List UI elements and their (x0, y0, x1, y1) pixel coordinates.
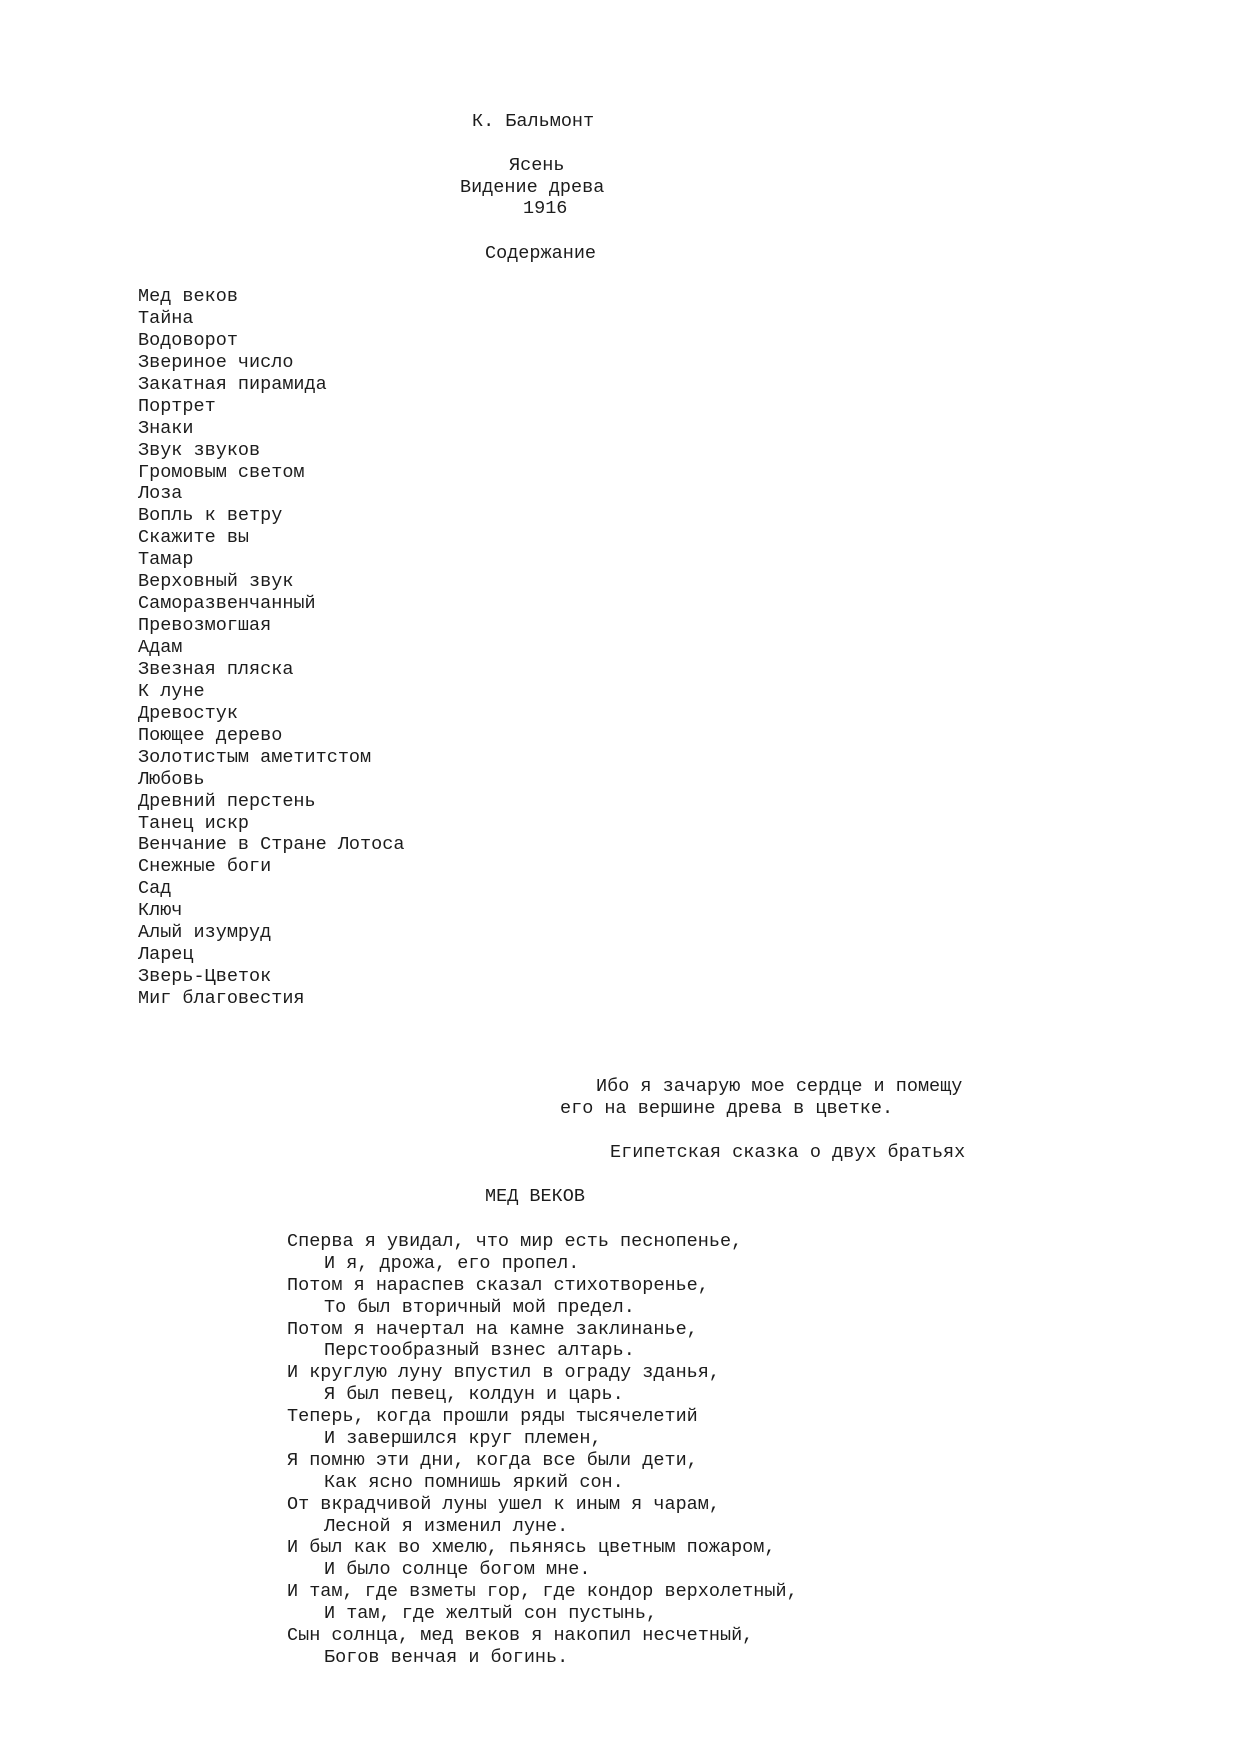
book-title: Ясень (509, 155, 565, 176)
epigraph-source: Египетская сказка о двух братьях (610, 1142, 966, 1163)
poem-line: Перстообразный взнес алтарь. (324, 1340, 635, 1362)
toc-item[interactable]: Зверь-Цветок (138, 966, 272, 988)
toc-item[interactable]: Звериное число (138, 351, 294, 373)
toc-item[interactable]: Танец искр (138, 812, 250, 834)
poem-line: И завершился круг племен, (324, 1428, 602, 1450)
poem-line: То был вторичный мой предел. (324, 1296, 635, 1318)
toc-item[interactable]: Водоворот (138, 329, 238, 351)
publication-year: 1916 (523, 198, 568, 219)
toc-item[interactable]: Мед веков (138, 286, 238, 307)
contents-heading: Содержание (485, 243, 597, 264)
toc-item[interactable]: Древний перстень (138, 790, 316, 812)
toc-item[interactable]: Снежные боги (138, 856, 272, 878)
toc-item[interactable]: Вопль к ветру (138, 505, 283, 527)
toc-item[interactable]: Тамар (138, 549, 194, 571)
toc-item[interactable]: Скажите вы (138, 527, 250, 549)
poem-line: Лесной я изменил луне. (324, 1515, 569, 1537)
poem-line: И там, где взметы гор, где кондор верхолетный, (287, 1581, 798, 1603)
toc-item[interactable]: Превозмогшая (138, 615, 272, 637)
poem-line: Сын солнца, мед веков я накопил несчетный, (287, 1625, 754, 1647)
poem-line: Сперва я увидал, что мир есть песнопенье, (287, 1231, 743, 1252)
toc-item[interactable]: Миг благовестия (138, 988, 305, 1009)
poem-line: Теперь, когда прошли ряды тысячелетий (287, 1406, 698, 1428)
toc-item[interactable]: Ключ (138, 900, 183, 922)
toc-item[interactable]: Громовым светом (138, 461, 305, 483)
poem-line: И круглую луну впустил в ограду зданья, (287, 1362, 720, 1384)
toc-item[interactable]: Тайна (138, 307, 194, 329)
toc-item[interactable]: Саморазвенчанный (138, 593, 316, 615)
toc-item[interactable]: Знаки (138, 417, 194, 439)
toc-item[interactable]: Верховный звук (138, 571, 294, 593)
poem-line: Я был певец, колдун и царь. (324, 1384, 624, 1406)
poem-line: И я, дрожа, его пропел. (324, 1252, 580, 1274)
toc-item[interactable]: Звук звуков (138, 439, 261, 461)
poem-line: Богов венчая и богинь. (324, 1646, 569, 1668)
toc-item[interactable]: Алый изумруд (138, 922, 272, 944)
toc-item[interactable]: Звезная пляска (138, 658, 294, 680)
book-subtitle: Видение древа (460, 177, 605, 198)
toc-item[interactable]: Сад (138, 878, 172, 900)
toc-item[interactable]: Поющее дерево (138, 724, 283, 746)
toc-item[interactable]: Портрет (138, 395, 216, 417)
toc-item[interactable]: Древостук (138, 702, 238, 724)
toc-item[interactable]: К луне (138, 680, 205, 702)
toc-item[interactable]: Венчание в Стране Лотоса (138, 834, 405, 856)
poem-line: От вкрадчивой луны ушел к иным я чарам, (287, 1493, 720, 1515)
table-of-contents (138, 286, 404, 1010)
poem-line: Я помню эти дни, когда все были дети, (287, 1449, 698, 1471)
toc-item[interactable]: Лоза (138, 483, 183, 505)
epigraph-line-1: Ибо я зачарую мое сердце и помещу (596, 1076, 963, 1097)
toc-item[interactable]: Золотистым аметитстом (138, 746, 372, 768)
poem-line: Потом я начертал на камне заклинанье, (287, 1318, 698, 1340)
toc-item[interactable]: Ларец (138, 944, 194, 966)
toc-item[interactable]: Адам (138, 637, 183, 658)
toc-item[interactable]: Закатная пирамида (138, 373, 327, 395)
toc-item[interactable]: Любовь (138, 768, 205, 790)
author-name: К. Бальмонт (472, 111, 595, 132)
poem-line: И там, где желтый сон пустынь, (324, 1603, 658, 1625)
poem-line: Как ясно помнишь яркий сон. (324, 1471, 624, 1493)
poem-body (287, 1231, 798, 1669)
poem-line: И было солнце богом мне. (324, 1559, 591, 1581)
poem-line: И был как во хмелю, пьянясь цветным пожаром, (287, 1537, 776, 1559)
poem-line: Потом я нараспев сказал стихотворенье, (287, 1274, 709, 1296)
epigraph-line-2: его на вершине древа в цветке. (560, 1098, 894, 1119)
poem-title: МЕД ВЕКОВ (485, 1186, 585, 1207)
